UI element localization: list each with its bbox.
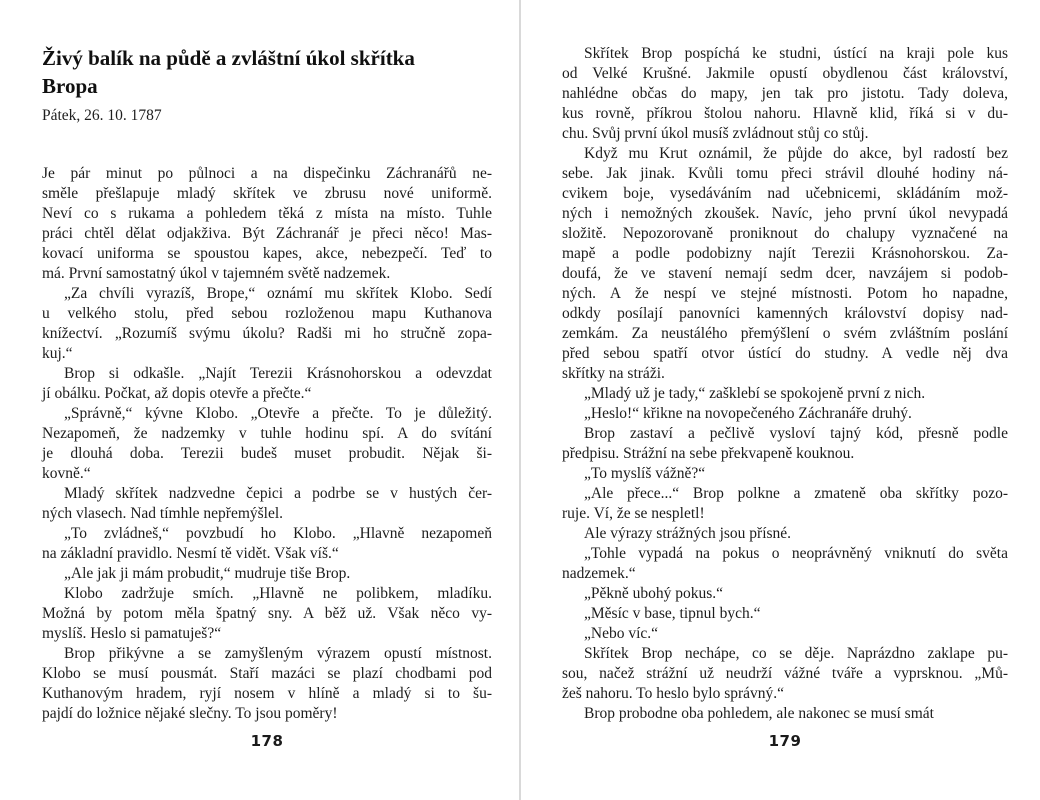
text-line: sou, načež strážní už neudrží vážné tváře a vyprsknou. „Mů- [562,665,1008,682]
page-number-right: 179 [768,732,802,750]
text-line: ných vlasech. Nad tímhle nepřemýšlel. [42,505,284,522]
text-line: „Heslo!“ křikne na novopečeného Záchranáře druhý. [584,405,912,422]
text-line: Nezapomeň, že nadzemky v tuhle hodinu spí. A do svítání [42,425,492,442]
text-line: „To myslíš vážně?“ [584,465,706,482]
text-line: „Měsíc v base, tipnul bych.“ [584,605,761,622]
paragraph [562,644,1008,704]
paragraph [562,144,1008,384]
paragraph [562,604,1008,624]
text-line: žeš nahoru. To heslo bylo správný.“ [562,685,785,702]
text-line: nadzemek.“ [562,565,636,582]
text-line: kus rovně, příkrou štolou nahoru. Hlavně klid, říká si v du- [562,105,1008,122]
chapter-title [42,44,492,100]
chapter-title-line1: Živý balík na půdě a zvláštní úkol skřítka [42,46,415,70]
text-line: knížectví. „Rozumíš svýmu úkolu? Radši mi ho stručně zopa- [42,325,492,342]
text-line: zemkám. Za neustálého přemýšlení o svém zvláštním poslání [562,325,1008,342]
paragraph [42,364,492,404]
text-line: odkdy posílají panovníci kamenných království dopisy nad- [562,305,1008,322]
text-line: Možná by potom měla špatný sny. A běž už. Však něco vy- [42,605,492,622]
text-line: má. První samostatný úkol v tajemném světě nadzemek. [42,265,391,282]
text-line: jí obálku. Počkat, až dopis otevře a přečte.“ [42,385,312,402]
text-line: Brop si odkašle. „Najít Terezii Krásnohorskou a odevzdat [64,365,492,382]
paragraph [42,164,492,284]
text-line: „Tohle vypadá na pokus o neoprávněný vniknutí do světa [584,545,1008,562]
paragraph [562,624,1008,644]
text-line: myslíš. Heslo si pamatuješ?“ [42,625,222,642]
text-line: „Ale přece...“ Brop polkne a zmateně oba skřítky pozo- [584,485,1008,502]
paragraph [562,404,1008,424]
text-line: Klobo se musí pousmát. Staří mazáci se plazí chodbami pod [42,665,492,682]
paragraph [562,424,1008,464]
page-right [562,0,1008,800]
text-line: Brop probodne oba pohledem, ale nakonec se musí smát [584,705,934,722]
text-line: složitě. Nepozorovaně proniknout do chalupy vyznačené na [562,225,1008,242]
text-line: „Ale jak ji mám probudit,“ mudruje tiše Brop. [64,565,351,582]
page-divider [519,0,521,800]
chapter-date: Pátek, 26. 10. 1787 [42,107,162,124]
paragraph [42,644,492,724]
text-line: nahlédne občas do mapy, jen tak pro jistotu. Tady doleva, [562,85,1008,102]
paragraph [42,524,492,564]
text-line: Neví co s rukama a pohledem těká z místa na místo. Tuhle [42,205,492,222]
text-line: doufá, že ve stavení nemají sedm dcer, navzájem si podob- [562,265,1008,282]
text-line: kovací uniforma se spoustou kapes, akce, nebezpečí. Teď to [42,245,492,262]
chapter-title-line2: Bropa [42,74,98,98]
page-number-left: 178 [250,732,284,750]
paragraph [562,704,1008,724]
paragraph [42,404,492,484]
text-line: Brop přikývne a se zamyšleným výrazem opustí místnost. [64,645,492,662]
text-line: ných i nemožných zkoušek. Navíc, jeho první úkol nevypadá [562,205,1008,222]
paragraph [42,484,492,524]
text-line: cvikem boje, vysedáváním nad učebnicemi, skládáním mož- [562,185,1008,202]
text-line: ruje. Ví, že se nespletl! [562,505,705,522]
text-line: skřítky na stráži. [562,365,665,382]
paragraph [562,384,1008,404]
text-line: Kuthanovým hradem, ryjí nosem v hlíně a mladý si to šu- [42,685,492,702]
page-right-body [562,44,1008,724]
text-line: kuj.“ [42,345,73,362]
text-line: „Správně,“ kývne Klobo. „Otevře a přečte. To je důležitý. [64,405,492,422]
text-line: směle přešlapuje mladý skřítek ve zbrusu nové uniformě. [42,185,492,202]
text-line: Ale výrazy strážných jsou přísné. [584,525,792,542]
text-line: kovně.“ [42,465,91,482]
paragraph [562,544,1008,584]
page-left-body [42,164,492,724]
text-line: Klobo zadržuje smích. „Hlavně ne polibkem, mladíku. [64,585,492,602]
text-line: práci chtěl dělat odjakživa. Být Záchranář je přeci něco! Mas- [42,225,492,242]
text-line: předpisu. Strážní na sebe překvapeně kouknou. [562,445,855,462]
text-line: Brop zastaví a pečlivě vysloví tajný kód, přesně podle [584,425,1008,442]
paragraph [42,564,492,584]
text-line: ných. A že nespí ve stejné místnosti. Potom ho napadne, [562,285,1008,302]
text-line: „To zvládneš,“ povzbudí ho Klobo. „Hlavně nezapomeň [64,525,492,542]
text-line: mapě a podle podobizny najít Terezii Krásnohorskou. Za- [562,245,1008,262]
text-line: na základní pravidlo. Nesmí tě vidět. Však víš.“ [42,545,339,562]
text-line: sebe. Jak jinak. Kvůli tomu přeci strávil dlouhé hodiny ná- [562,165,1008,182]
text-line: „Mladý už je tady,“ zašklebí se spokojeně první z nich. [584,385,926,402]
text-line: Skřítek Brop pospíchá ke studni, ústící na kraji pole kus [584,45,1008,62]
text-line: „Nebo víc.“ [584,625,659,642]
text-line: Je pár minut po půlnoci a na dispečinku Záchranářů ne- [42,165,492,182]
text-line: chu. Svůj první úkol musíš zvládnout stůj co stůj. [562,125,869,142]
text-line: u velkého stolu, před sebou rozloženou mapu Kuthanova [42,305,492,322]
paragraph [562,464,1008,484]
paragraph [42,584,492,644]
text-line: pajdí do ložnice nějaké slečny. To jsou poměry! [42,705,338,722]
text-line: Skřítek Brop nechápe, co se děje. Naprázdno zaklape pu- [584,645,1008,662]
paragraph [562,584,1008,604]
text-line: od Velké Krušné. Jakmile opustí obydlenou část království, [562,65,1008,82]
paragraph [562,484,1008,524]
text-line: před sebou spatří otvor ústící do studny. A vedle něj dva [562,345,1008,362]
text-line: „Pěkně ubohý pokus.“ [584,585,724,602]
text-line: je dlouhá doba. Terezii budeš muset probudit. Nějak ši- [42,445,492,462]
text-line: Mladý skřítek nadzvedne čepici a podrbe se v hustých čer- [64,485,492,502]
text-line: „Za chvíli vyrazíš, Brope,“ oznámí mu skřítek Klobo. Sedí [64,285,492,302]
paragraph [562,524,1008,544]
page-left [42,0,492,800]
paragraph [562,44,1008,144]
text-line: Když mu Krut oznámil, že půjde do akce, byl radostí bez [584,145,1008,162]
paragraph [42,284,492,364]
